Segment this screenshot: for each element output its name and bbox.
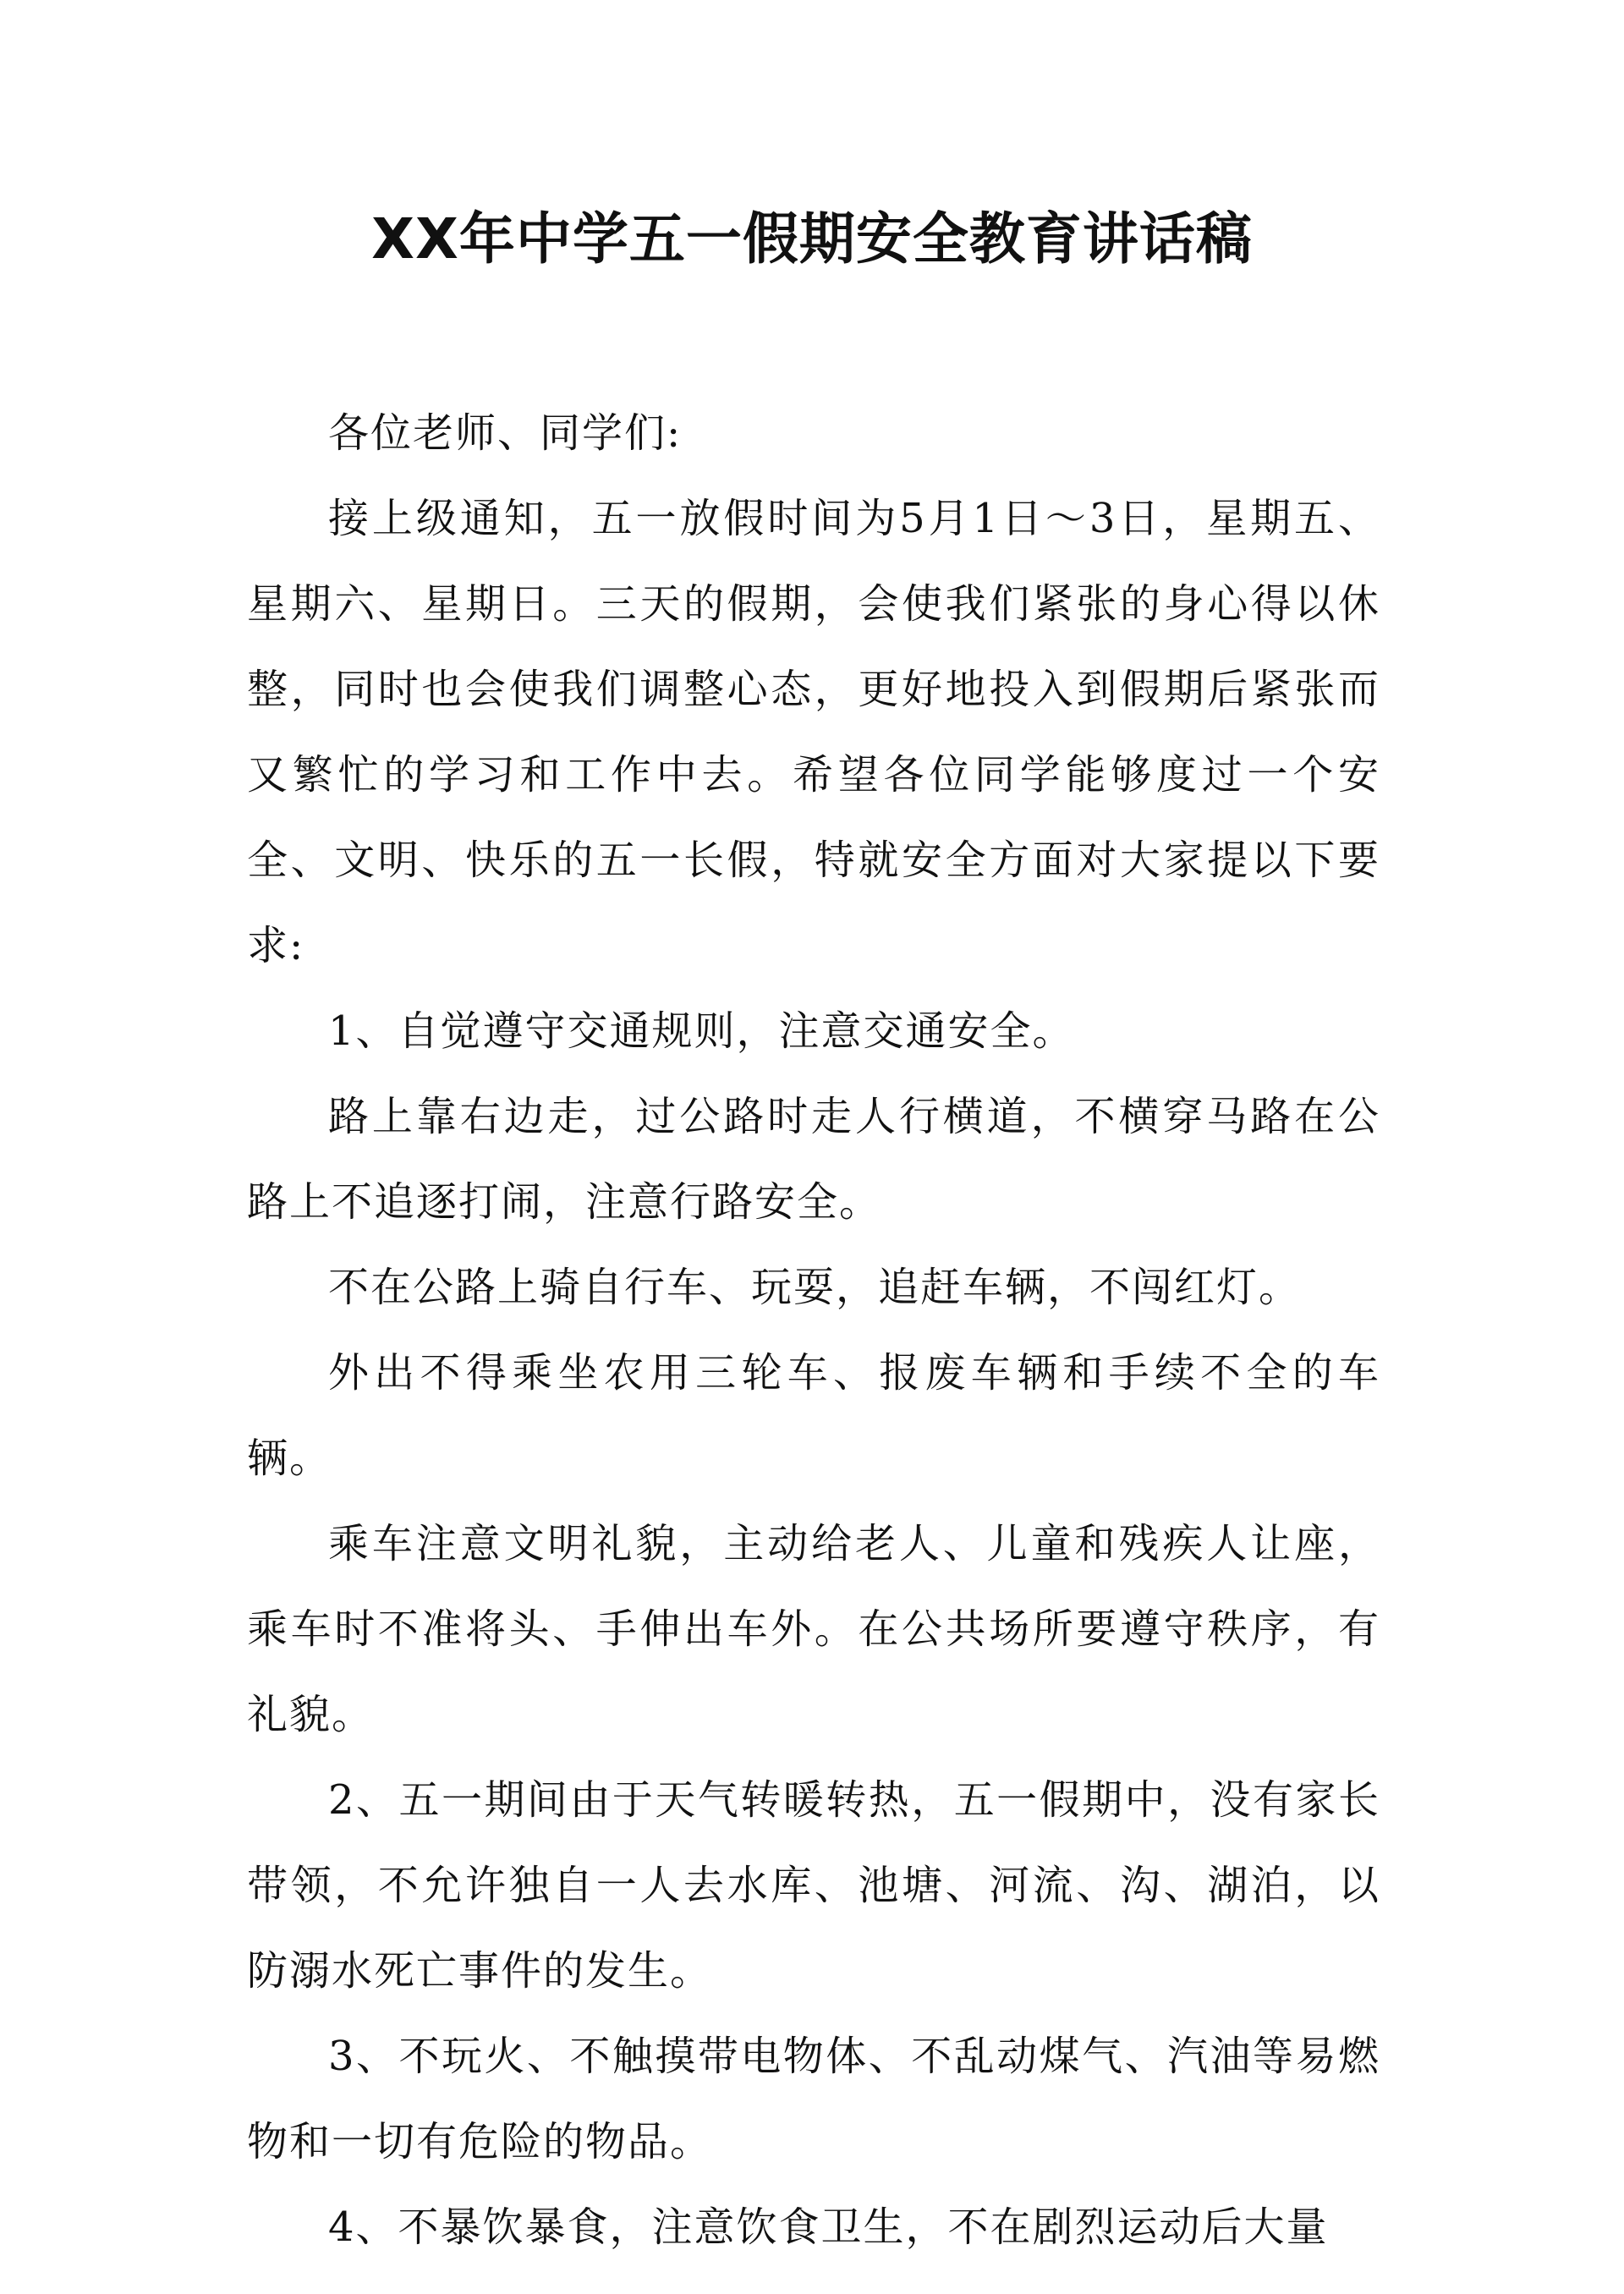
paragraph-greeting: 各位老师、同学们:	[328, 409, 683, 457]
paragraph: 外出不得乘坐农用三轮车、报废车辆和手续不全的车辆。	[247, 1349, 1380, 1482]
paragraph: 1、自觉遵守交通规则，注意交通安全。	[328, 1007, 1075, 1055]
paragraph: 4、不暴饮暴食，注意饮食卫生，不在剧烈运动后大量	[328, 2203, 1329, 2251]
document-body	[247, 391, 1380, 2270]
document-title: XX年中学五一假期安全教育讲话稿	[371, 206, 1253, 272]
paragraph: 不在公路上骑自行车、玩耍，追赶车辆，不闯红灯。	[328, 1264, 1302, 1311]
paragraph: 3、不玩火、不触摸带电物体、不乱动煤气、汽油等易燃物和一切有危险的物品。	[247, 2033, 1380, 2165]
paragraph: 路上靠右边走，过公路时走人行横道，不横穿马路在公路上不追逐打闹，注意行路安全。	[247, 1093, 1380, 1226]
paragraph: 乘车注意文明礼貌，主动给老人、儿童和残疾人让座，乘车时不准将头、手伸出车外。在公共场所要遵守秩序，有礼貌。	[247, 1520, 1380, 1738]
paragraph: 接上级通知，五一放假时间为5月1日～3日，星期五、星期六、星期日。三天的假期，会使我们紧张的身心得以休整，同时也会使我们调整心态，更好地投入到假期后紧张而又繁忙的学习和工作中去。希望各位同学能够度过一个安全、文明、快乐的五一长假，特就安全方面对大家提以下要求:	[247, 495, 1380, 969]
paragraph: 2、五一期间由于天气转暖转热，五一假期中，没有家长带领，不允许独自一人去水库、池塘、河流、沟、湖泊，以防溺水死亡事件的发生。	[247, 1776, 1380, 1995]
